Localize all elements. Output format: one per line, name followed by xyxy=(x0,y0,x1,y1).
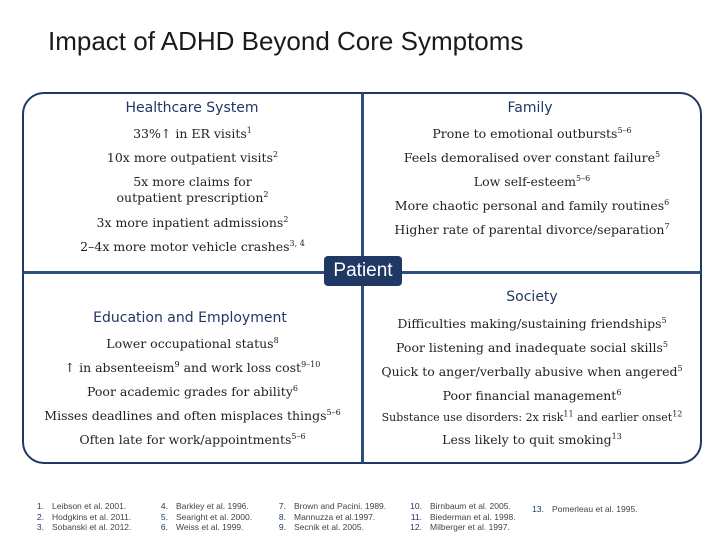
reference: 11. Biederman et al. 1998. xyxy=(410,511,516,522)
family-item: Higher rate of parental divorce/separation$^7$ xyxy=(394,221,670,237)
references-col-2 xyxy=(152,501,252,533)
healthcare-item: 2–4x more motor vehicle crashes$^{3, 4}$ xyxy=(80,238,305,254)
reference: 8. Mannuzza et al.1997. xyxy=(278,511,376,522)
society-item: Difficulties making/sustaining friendships$^5$ xyxy=(397,315,667,331)
education-heading: Education and Employment xyxy=(93,310,287,326)
healthcare-heading: Healthcare System xyxy=(125,100,259,116)
references-col-3 xyxy=(270,501,386,533)
education-item: Poor academic grades for ability$^6$ xyxy=(87,383,298,399)
slide-title: Impact of ADHD Beyond Core Symptoms xyxy=(48,26,524,56)
society-heading: Society xyxy=(506,289,558,305)
references-col-4 xyxy=(406,501,516,533)
education-item: ↑ in absenteeism$^9$ and work loss cost$^{9-10}$ xyxy=(64,359,321,375)
family-item: Prone to emotional outbursts$^{5-6}$ xyxy=(432,125,632,141)
reference: 9. Secnik et al. 2005. xyxy=(278,522,364,532)
patient-label: Patient xyxy=(324,256,402,286)
references-col-5 xyxy=(528,504,638,515)
family-heading: Family xyxy=(507,100,553,116)
healthcare-item: 3x more inpatient admissions$^2$ xyxy=(96,214,289,230)
education-item: Often late for work/appointments$^{5-6}$ xyxy=(79,431,306,447)
education-item: Misses deadlines and often misplaces things$^{5-6}$ xyxy=(44,407,341,423)
references-col-1 xyxy=(28,501,131,533)
society-item: Less likely to quit smoking$^{13}$ xyxy=(442,431,622,447)
education-item: Lower occupational status$^8$ xyxy=(106,335,279,351)
reference: 4. Barkley et al. 1996. xyxy=(160,501,249,511)
family-item: Low self-esteem$^{5-6}$ xyxy=(473,173,591,189)
reference: 7. Brown and Pacini. 1989. xyxy=(278,501,387,511)
reference: 2. Hodgkins et al. 2011. xyxy=(36,511,132,522)
society-item: Quick to anger/verbally abusive when angered$^5$ xyxy=(381,363,683,379)
healthcare-item: 10x more outpatient visits$^2$ xyxy=(106,149,279,165)
reference: 6. Weiss et al. 1999. xyxy=(160,522,244,532)
reference: 5. Searight et al. 2000. xyxy=(160,511,253,522)
family-item: More chaotic personal and family routines$^6$ xyxy=(394,197,670,213)
society-item: Substance use disorders: 2x risk$^{11}$ and earlier onset$^{12}$ xyxy=(381,409,683,424)
family-item: Feels demoralised over constant failure$^5$ xyxy=(403,149,661,165)
healthcare-item: 5x more claims for outpatient prescription$^2$ xyxy=(116,174,269,205)
healthcare-item: 33%↑ in ER visits$^1$ xyxy=(133,125,252,141)
reference: 12. Milberger et al. 1997. xyxy=(410,522,510,532)
reference: 3. Sobanski et al. 2012. xyxy=(36,522,132,532)
reference: 1. Leibson et al. 2001. xyxy=(36,501,127,511)
society-item: Poor financial management$^6$ xyxy=(442,387,622,403)
reference: 10. Birnbaum et al. 2005. xyxy=(410,501,511,511)
reference: 13. Pomerleau et al. 1995. xyxy=(532,504,638,514)
society-item: Poor listening and inadequate social skills$^5$ xyxy=(396,339,668,355)
